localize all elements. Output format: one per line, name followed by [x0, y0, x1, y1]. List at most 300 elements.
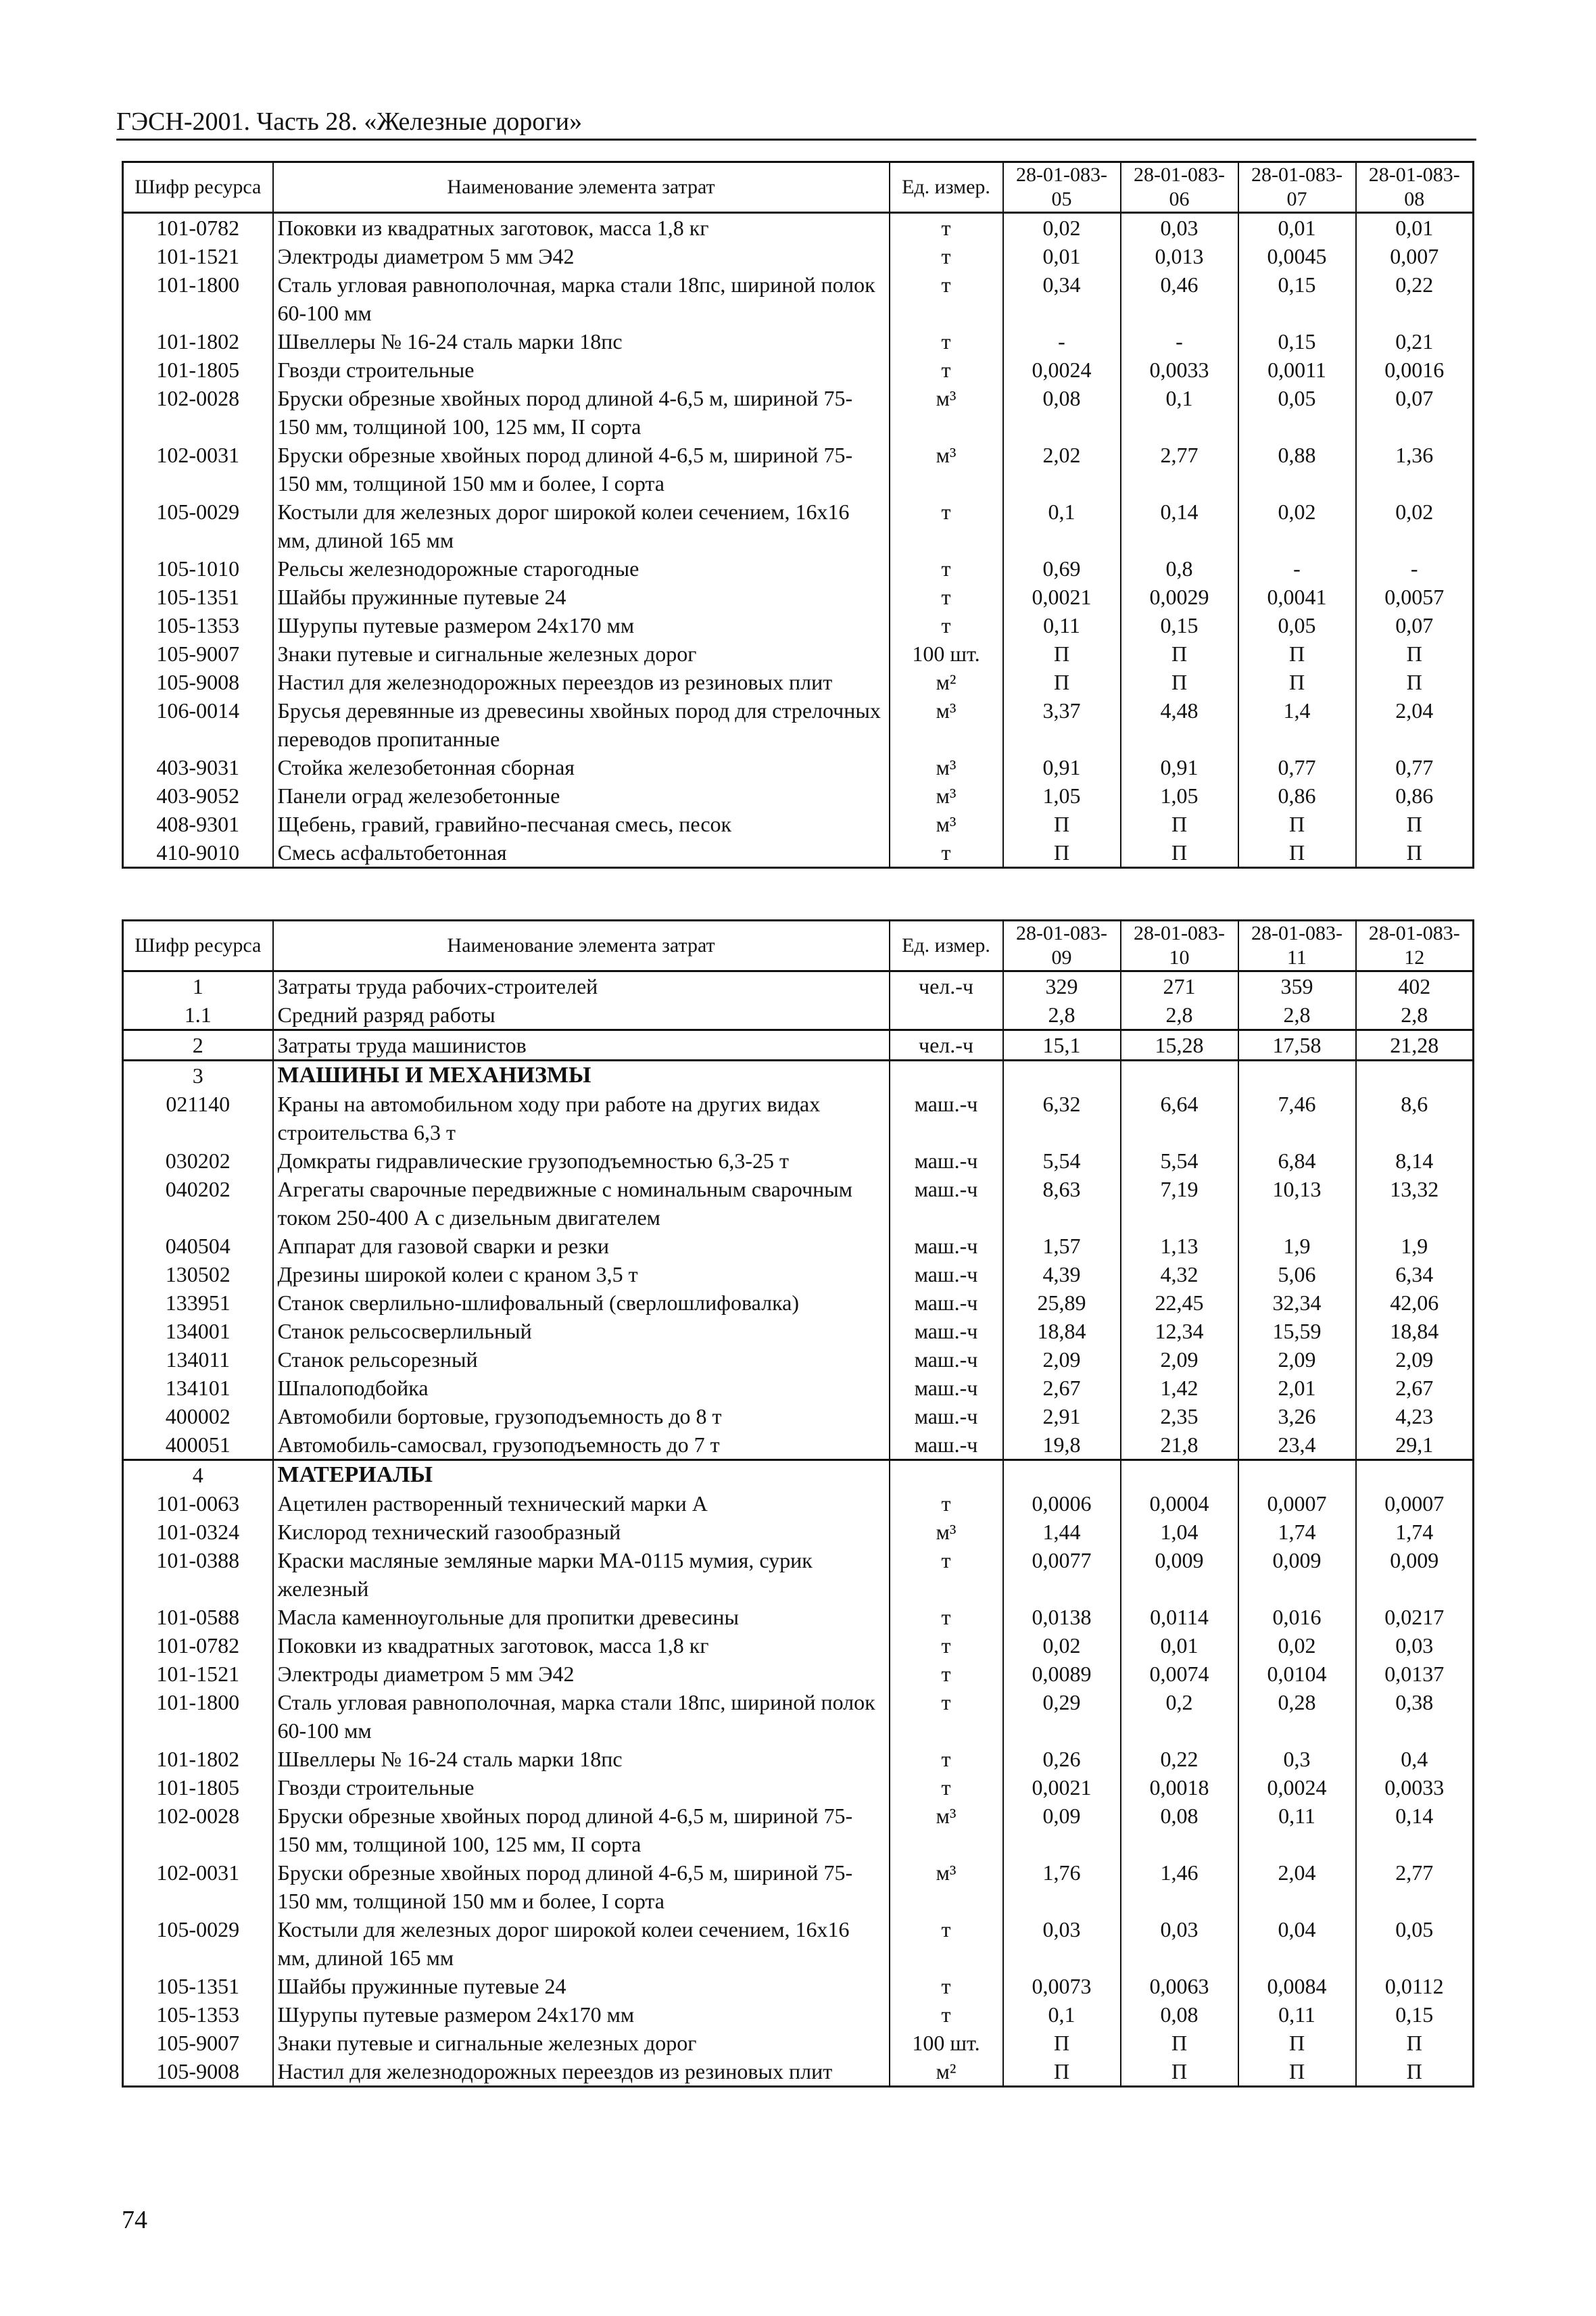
norm-value: 0,14 [1121, 498, 1238, 554]
norm-value: 18,84 [1356, 1317, 1474, 1345]
norm-value: 0,05 [1356, 1915, 1474, 1972]
unit-of-measure: т [890, 327, 1003, 356]
norm-value: 0,009 [1238, 1546, 1356, 1603]
norm-value: 12,34 [1121, 1317, 1238, 1345]
resource-code: 106-0014 [123, 696, 273, 753]
norm-value: П [1003, 838, 1121, 868]
table-row [123, 971, 1474, 1001]
norm-value: 10,13 [1238, 1175, 1356, 1232]
norm-value: 0,0112 [1356, 1972, 1474, 2000]
resource-code: 130502 [123, 1260, 273, 1288]
cost-element-name: Поковки из квадратных заготовок, масса 1,8 кг [273, 213, 890, 243]
norm-value [1121, 1061, 1238, 1090]
resource-code: 101-0782 [123, 213, 273, 243]
resource-code: 105-1353 [123, 611, 273, 640]
norm-value: 0,11 [1238, 2000, 1356, 2029]
norm-value: 1,13 [1121, 1232, 1238, 1260]
norm-value [1356, 1460, 1474, 1490]
norm-value: П [1003, 668, 1121, 696]
table-row [123, 327, 1474, 356]
norm-value: 0,8 [1121, 554, 1238, 583]
cost-element-name: Станок сверлильно-шлифовальный (сверлошлифовалка) [273, 1288, 890, 1317]
norm-value: 32,34 [1238, 1288, 1356, 1317]
norm-value: 8,63 [1003, 1175, 1121, 1232]
norm-value: 19,8 [1003, 1430, 1121, 1460]
table-row [123, 270, 1474, 327]
norm-value: П [1121, 810, 1238, 838]
table-row [123, 1858, 1474, 1915]
col-code-header: Шифр ресурса [123, 921, 273, 971]
norm-value: 0,0011 [1238, 356, 1356, 384]
norm-value: 1,4 [1238, 696, 1356, 753]
norm-value: 0,88 [1238, 441, 1356, 498]
resource-code: 400051 [123, 1430, 273, 1460]
resource-code: 102-0028 [123, 384, 273, 441]
table-row [123, 781, 1474, 810]
cost-element-name: Станок рельсорезный [273, 1345, 890, 1374]
norm-value: 2,04 [1238, 1858, 1356, 1915]
resource-code: 101-1802 [123, 1745, 273, 1773]
table-row [123, 441, 1474, 498]
resource-code: 2 [123, 1030, 273, 1061]
norm-value: 2,09 [1003, 1345, 1121, 1374]
cost-element-name: Настил для железнодорожных переездов из резиновых плит [273, 668, 890, 696]
table-row [123, 1802, 1474, 1858]
norm-value: 6,32 [1003, 1090, 1121, 1147]
norm-value: 5,54 [1121, 1147, 1238, 1175]
norm-value: 0,46 [1121, 270, 1238, 327]
cost-element-name: Затраты труда рабочих-строителей [273, 971, 890, 1001]
norm-value: 5,54 [1003, 1147, 1121, 1175]
norm-value: П [1238, 2029, 1356, 2057]
norm-value [1238, 1061, 1356, 1090]
unit-of-measure: маш.-ч [890, 1175, 1003, 1232]
unit-of-measure: м³ [890, 696, 1003, 753]
col-norm-code: 28-01-083-12 [1356, 921, 1474, 971]
cost-element-name: Гвозди строительные [273, 1773, 890, 1802]
norm-value: 1,9 [1356, 1232, 1474, 1260]
norm-value: П [1121, 2029, 1238, 2057]
unit-of-measure: маш.-ч [890, 1260, 1003, 1288]
col-norm-code: 28-01-083-06 [1121, 162, 1238, 213]
norm-value: П [1121, 838, 1238, 868]
norm-value: 2,35 [1121, 1402, 1238, 1430]
norm-value: 1,74 [1238, 1518, 1356, 1546]
resource-code: 105-9008 [123, 2057, 273, 2087]
table-row [123, 1688, 1474, 1745]
norm-value: П [1121, 668, 1238, 696]
col-norm-code: 28-01-083-09 [1003, 921, 1121, 971]
cost-element-name: Средний разряд работы [273, 1000, 890, 1030]
table-row [123, 1345, 1474, 1374]
norm-value: 2,67 [1356, 1374, 1474, 1402]
cost-element-name: Станок рельсосверлильный [273, 1317, 890, 1345]
cost-element-name: Масла каменноугольные для пропитки древесины [273, 1603, 890, 1631]
unit-of-measure: маш.-ч [890, 1090, 1003, 1147]
norm-value: 0,34 [1003, 270, 1121, 327]
norm-value: 2,8 [1121, 1000, 1238, 1030]
norm-value: 6,84 [1238, 1147, 1356, 1175]
resource-code: 400002 [123, 1402, 273, 1430]
resource-code: 105-0029 [123, 1915, 273, 1972]
norm-value: 8,6 [1356, 1090, 1474, 1147]
header-rule [116, 139, 1476, 141]
resource-code: 101-0588 [123, 1603, 273, 1631]
cost-element-name: Автомобиль-самосвал, грузоподъемность до 7 т [273, 1430, 890, 1460]
norm-value: 0,0033 [1121, 356, 1238, 384]
unit-of-measure: чел.-ч [890, 971, 1003, 1001]
resource-code: 403-9031 [123, 753, 273, 781]
unit-of-measure: т [890, 554, 1003, 583]
cost-element-name: Швеллеры № 16-24 сталь марки 18пс [273, 1745, 890, 1773]
norm-value: 29,1 [1356, 1430, 1474, 1460]
norm-value: 0,05 [1238, 384, 1356, 441]
norm-value: 4,23 [1356, 1402, 1474, 1430]
norm-value: П [1003, 2057, 1121, 2087]
resource-code: 105-1353 [123, 2000, 273, 2029]
norm-value: П [1238, 810, 1356, 838]
unit-of-measure: маш.-ч [890, 1345, 1003, 1374]
unit-of-measure: т [890, 356, 1003, 384]
cost-element-name: Костыли для железных дорог широкой колеи сечением, 16x16 мм, длиной 165 мм [273, 1915, 890, 1972]
norm-value: 0,91 [1003, 753, 1121, 781]
norm-value: 2,01 [1238, 1374, 1356, 1402]
unit-of-measure: 100 шт. [890, 640, 1003, 668]
norm-value: 1,04 [1121, 1518, 1238, 1546]
unit-of-measure: т [890, 1660, 1003, 1688]
norm-value: 3,37 [1003, 696, 1121, 753]
norm-value: 0,03 [1356, 1631, 1474, 1660]
unit-of-measure: м³ [890, 810, 1003, 838]
cost-element-name: Гвозди строительные [273, 356, 890, 384]
table-row [123, 753, 1474, 781]
table-row [123, 242, 1474, 270]
unit-of-measure: маш.-ч [890, 1288, 1003, 1317]
norm-value: 1,42 [1121, 1374, 1238, 1402]
resource-code: 105-9007 [123, 640, 273, 668]
cost-element-name: Бруски обрезные хвойных пород длиной 4-6,5 м, шириной 75-150 мм, толщиной 150 мм и более, I сорта [273, 1858, 890, 1915]
page-number: 74 [122, 2206, 147, 2234]
norm-value: 0,26 [1003, 1745, 1121, 1773]
norm-value: 0,03 [1121, 1915, 1238, 1972]
cost-element-name: Рельсы железнодорожные старогодные [273, 554, 890, 583]
resource-code: 105-9007 [123, 2029, 273, 2057]
norm-value: 1,36 [1356, 441, 1474, 498]
norm-value: 0,0041 [1238, 583, 1356, 611]
unit-of-measure: чел.-ч [890, 1030, 1003, 1061]
table-row [123, 1061, 1474, 1090]
norm-value: 0,0104 [1238, 1660, 1356, 1688]
table-row [123, 668, 1474, 696]
table-row [123, 1402, 1474, 1430]
resource-code: 3 [123, 1061, 273, 1090]
unit-of-measure: 100 шт. [890, 2029, 1003, 2057]
col-unit-header: Ед. измер. [890, 162, 1003, 213]
norm-value: 271 [1121, 971, 1238, 1001]
resource-code: 101-0063 [123, 1489, 273, 1518]
cost-element-name: Шурупы путевые размером 24x170 мм [273, 611, 890, 640]
norm-value: - [1356, 554, 1474, 583]
unit-of-measure: т [890, 242, 1003, 270]
cost-element-name: Дрезины широкой колеи с краном 3,5 т [273, 1260, 890, 1288]
norm-value: 1,76 [1003, 1858, 1121, 1915]
norm-value: 2,04 [1356, 696, 1474, 753]
resource-code: 1 [123, 971, 273, 1001]
norm-value: 0,22 [1356, 270, 1474, 327]
norm-value: 1,46 [1121, 1858, 1238, 1915]
unit-of-measure: т [890, 498, 1003, 554]
norm-value: 0,0074 [1121, 1660, 1238, 1688]
norm-value: П [1003, 810, 1121, 838]
norm-value: П [1238, 640, 1356, 668]
table-row [123, 1030, 1474, 1061]
resource-code: 102-0031 [123, 1858, 273, 1915]
table-row [123, 1631, 1474, 1660]
resource-code: 030202 [123, 1147, 273, 1175]
norm-value: 0,15 [1238, 270, 1356, 327]
cost-element-name: Шайбы пружинные путевые 24 [273, 583, 890, 611]
cost-element-name: Автомобили бортовые, грузоподъемность до 8 т [273, 1402, 890, 1430]
norm-value: 0,0077 [1003, 1546, 1121, 1603]
norm-value: 0,0024 [1238, 1773, 1356, 1802]
table-row [123, 810, 1474, 838]
norm-value: П [1121, 2057, 1238, 2087]
unit-of-measure: м³ [890, 1802, 1003, 1858]
norm-value: 0,28 [1238, 1688, 1356, 1745]
norm-value: 0,3 [1238, 1745, 1356, 1773]
table-row [123, 1090, 1474, 1147]
resource-code: 101-1805 [123, 356, 273, 384]
resource-code: 102-0028 [123, 1802, 273, 1858]
cost-element-name: МАТЕРИАЛЫ [273, 1460, 890, 1490]
norm-value: 0,0004 [1121, 1489, 1238, 1518]
norm-value: 0,016 [1238, 1603, 1356, 1631]
unit-of-measure: маш.-ч [890, 1374, 1003, 1402]
norm-value: 0,11 [1003, 611, 1121, 640]
norm-value: 1,74 [1356, 1518, 1474, 1546]
table-row [123, 2029, 1474, 2057]
norm-value: 0,05 [1238, 611, 1356, 640]
norm-value: 2,91 [1003, 1402, 1121, 1430]
norm-value: П [1121, 640, 1238, 668]
norm-value: 0,22 [1121, 1745, 1238, 1773]
table-row [123, 1546, 1474, 1603]
cost-element-name: Домкраты гидравлические грузоподъемностью 6,3-25 т [273, 1147, 890, 1175]
unit-of-measure: т [890, 1773, 1003, 1802]
cost-element-name: Затраты труда машинистов [273, 1030, 890, 1061]
cost-element-name: Шайбы пружинные путевые 24 [273, 1972, 890, 2000]
table-row [123, 1518, 1474, 1546]
unit-of-measure: т [890, 2000, 1003, 2029]
norm-value: 2,09 [1238, 1345, 1356, 1374]
unit-of-measure: м³ [890, 384, 1003, 441]
norm-value: 0,1 [1121, 384, 1238, 441]
cost-element-name: Краны на автомобильном ходу при работе на других видах строительства 6,3 т [273, 1090, 890, 1147]
table-row [123, 611, 1474, 640]
norm-value: П [1356, 2057, 1474, 2087]
col-norm-code: 28-01-083-07 [1238, 162, 1356, 213]
unit-of-measure: маш.-ч [890, 1317, 1003, 1345]
resource-code: 403-9052 [123, 781, 273, 810]
norm-value: 4,39 [1003, 1260, 1121, 1288]
resource-code: 021140 [123, 1090, 273, 1147]
unit-of-measure: т [890, 213, 1003, 243]
resources-table-2 [122, 919, 1474, 2088]
norm-value: 21,8 [1121, 1430, 1238, 1460]
table-row [123, 213, 1474, 243]
norm-value: 0,1 [1003, 498, 1121, 554]
norm-value: 0,08 [1121, 1802, 1238, 1858]
unit-of-measure: т [890, 1489, 1003, 1518]
unit-of-measure: м³ [890, 1858, 1003, 1915]
norm-value: 2,8 [1003, 1000, 1121, 1030]
norm-value: 1,57 [1003, 1232, 1121, 1260]
cost-element-name: Электроды диаметром 5 мм Э42 [273, 242, 890, 270]
unit-of-measure: т [890, 1631, 1003, 1660]
table-row [123, 1260, 1474, 1288]
resource-code: 1.1 [123, 1000, 273, 1030]
norm-value: 1,05 [1003, 781, 1121, 810]
norm-value: П [1356, 810, 1474, 838]
col-code-header: Шифр ресурса [123, 162, 273, 213]
norm-value: 7,46 [1238, 1090, 1356, 1147]
norm-value: 0,86 [1356, 781, 1474, 810]
norm-value: П [1238, 668, 1356, 696]
table-row [123, 640, 1474, 668]
resource-code: 101-0782 [123, 1631, 273, 1660]
table-row [123, 583, 1474, 611]
norm-value: П [1356, 2029, 1474, 2057]
resource-code: 102-0031 [123, 441, 273, 498]
cost-element-name: Смесь асфальтобетонная [273, 838, 890, 868]
cost-element-name: Бруски обрезные хвойных пород длиной 4-6,5 м, шириной 75-150 мм, толщиной 150 мм и более, I сорта [273, 441, 890, 498]
unit-of-measure [890, 1061, 1003, 1090]
cost-element-name: Кислород технический газообразный [273, 1518, 890, 1546]
norm-value: П [1356, 668, 1474, 696]
cost-element-name: Настил для железнодорожных переездов из резиновых плит [273, 2057, 890, 2087]
cost-element-name: Сталь угловая равнополочная, марка стали 18пс, шириной полок 60-100 мм [273, 270, 890, 327]
norm-value: 0,11 [1238, 1802, 1356, 1858]
cost-element-name: Знаки путевые и сигнальные железных дорог [273, 2029, 890, 2057]
page-header: ГЭСН-2001. Часть 28. «Железные дороги» [116, 107, 583, 136]
cost-element-name: МАШИНЫ И МЕХАНИЗМЫ [273, 1061, 890, 1090]
norm-value: 0,77 [1356, 753, 1474, 781]
norm-value: 0,0089 [1003, 1660, 1121, 1688]
col-norm-code: 28-01-083-11 [1238, 921, 1356, 971]
norm-value: 0,0016 [1356, 356, 1474, 384]
norm-value: 0,0057 [1356, 583, 1474, 611]
table-row [123, 1232, 1474, 1260]
resource-code: 408-9301 [123, 810, 273, 838]
resource-code: 410-9010 [123, 838, 273, 868]
table-row [123, 498, 1474, 554]
norm-value: 6,34 [1356, 1260, 1474, 1288]
norm-value: 0,013 [1121, 242, 1238, 270]
unit-of-measure: т [890, 583, 1003, 611]
norm-value: 8,14 [1356, 1147, 1474, 1175]
norm-value: 0,007 [1356, 242, 1474, 270]
norm-value: 0,0084 [1238, 1972, 1356, 2000]
table-row [123, 554, 1474, 583]
norm-value: 0,09 [1003, 1802, 1121, 1858]
resource-code: 101-1521 [123, 242, 273, 270]
norm-value [1003, 1460, 1121, 1490]
resource-code: 105-1351 [123, 1972, 273, 2000]
table-row [123, 1603, 1474, 1631]
cost-element-name: Шурупы путевые размером 24x170 мм [273, 2000, 890, 2029]
norm-value: 15,28 [1121, 1030, 1238, 1061]
norm-value: 0,07 [1356, 384, 1474, 441]
norm-value: 0,07 [1356, 611, 1474, 640]
norm-value: 0,009 [1356, 1546, 1474, 1603]
norm-value: 2,09 [1121, 1345, 1238, 1374]
cost-element-name: Ацетилен растворенный технический марки А [273, 1489, 890, 1518]
cost-element-name: Брусья деревянные из древесины хвойных пород для стрелочных переводов пропитанные [273, 696, 890, 753]
norm-value: 0,0021 [1003, 583, 1121, 611]
norm-value: 1,05 [1121, 781, 1238, 810]
col-name-header: Наименование элемента затрат [273, 162, 890, 213]
norm-value [1238, 1460, 1356, 1490]
col-unit-header: Ед. измер. [890, 921, 1003, 971]
norm-value: П [1238, 2057, 1356, 2087]
table-row [123, 1745, 1474, 1773]
resource-code: 105-9008 [123, 668, 273, 696]
table-row [123, 1773, 1474, 1802]
unit-of-measure: т [890, 270, 1003, 327]
norm-value: 21,28 [1356, 1030, 1474, 1061]
norm-value: 0,0073 [1003, 1972, 1121, 2000]
table-row [123, 1147, 1474, 1175]
resource-code: 101-0324 [123, 1518, 273, 1546]
norm-value: 0,01 [1003, 242, 1121, 270]
norm-value: 0,91 [1121, 753, 1238, 781]
cost-element-name: Швеллеры № 16-24 сталь марки 18пс [273, 327, 890, 356]
cost-element-name: Бруски обрезные хвойных пород длиной 4-6,5 м, шириной 75-150 мм, толщиной 100, 125 мм, II сорта [273, 1802, 890, 1858]
norm-value: 0,14 [1356, 1802, 1474, 1858]
resource-code: 4 [123, 1460, 273, 1490]
unit-of-measure [890, 1460, 1003, 1490]
table-row [123, 1489, 1474, 1518]
norm-value: 25,89 [1003, 1288, 1121, 1317]
table-row [123, 2000, 1474, 2029]
resource-code: 101-1805 [123, 1773, 273, 1802]
norm-value: 0,01 [1238, 213, 1356, 243]
norm-value: 0,15 [1356, 2000, 1474, 2029]
norm-value: П [1356, 838, 1474, 868]
table-header-row [123, 162, 1474, 213]
norm-value: 5,06 [1238, 1260, 1356, 1288]
cost-element-name: Знаки путевые и сигнальные железных дорог [273, 640, 890, 668]
unit-of-measure: м³ [890, 441, 1003, 498]
table-row [123, 384, 1474, 441]
norm-value: 0,0114 [1121, 1603, 1238, 1631]
norm-value: 329 [1003, 971, 1121, 1001]
norm-value: 0,0029 [1121, 583, 1238, 611]
norm-value: 0,86 [1238, 781, 1356, 810]
unit-of-measure: т [890, 1688, 1003, 1745]
cost-element-name: Бруски обрезные хвойных пород длиной 4-6,5 м, шириной 75-150 мм, толщиной 100, 125 мм, II сорта [273, 384, 890, 441]
norm-value [1003, 1061, 1121, 1090]
norm-value: 0,38 [1356, 1688, 1474, 1745]
col-norm-code: 28-01-083-10 [1121, 921, 1238, 971]
norm-value: 7,19 [1121, 1175, 1238, 1232]
norm-value: 2,67 [1003, 1374, 1121, 1402]
table-row [123, 1000, 1474, 1030]
table-row [123, 356, 1474, 384]
norm-value: 15,1 [1003, 1030, 1121, 1061]
unit-of-measure: т [890, 838, 1003, 868]
unit-of-measure: т [890, 1603, 1003, 1631]
